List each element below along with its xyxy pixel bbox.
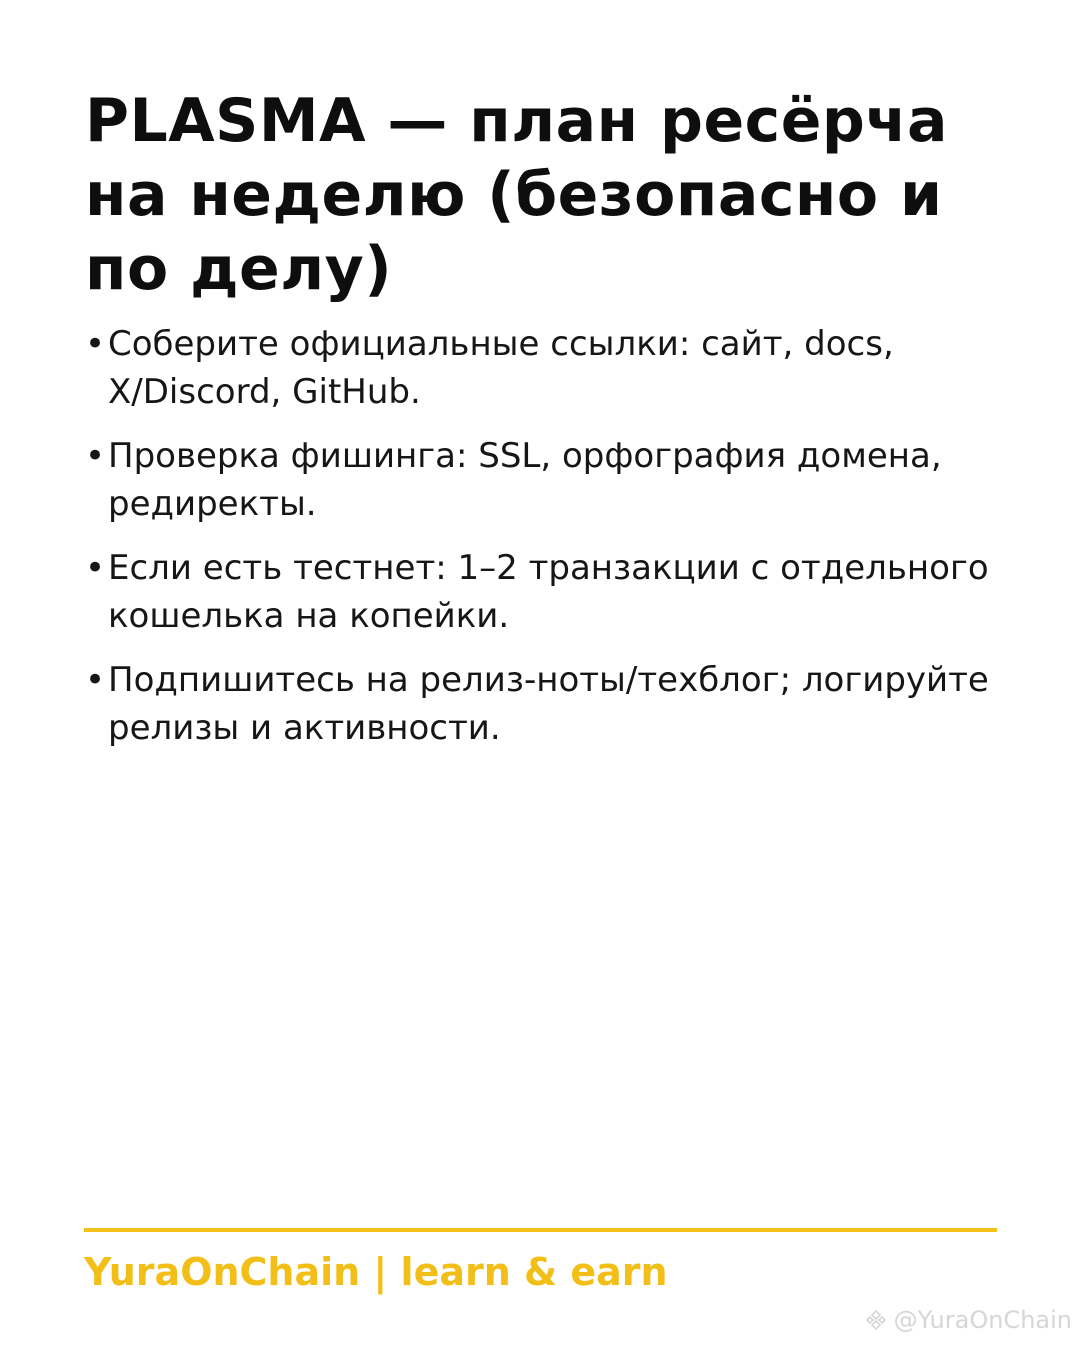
footer-divider (84, 1228, 997, 1232)
slide-content (85, 84, 1015, 768)
footer-brand: YuraOnChain | learn & earn (84, 1250, 668, 1294)
bullet-marker: • (85, 660, 106, 700)
bullet-text: Если есть тестнет: 1–2 транзакции с отдельного кошелька на копейки. (108, 548, 989, 636)
bullet-item (85, 656, 1015, 752)
page-title: PLASMA — план ресёрча на неделю (безопасно и по делу) (85, 86, 949, 304)
bullet-list (85, 320, 1015, 752)
bullet-item (85, 320, 1015, 416)
bullet-marker: • (85, 324, 106, 364)
bullet-marker: • (85, 436, 106, 476)
bullet-text: Подпишитесь на релиз-ноты/техблог; логируйте релизы и активности. (108, 660, 989, 748)
bullet-item (85, 544, 1015, 640)
binance-logo-icon (864, 1308, 888, 1332)
bullet-text: Соберите официальные ссылки: сайт, docs, X/Discord, GitHub. (108, 324, 894, 412)
watermark (864, 1306, 1072, 1334)
bullet-item (85, 432, 1015, 528)
watermark-handle: @YuraOnChain (893, 1306, 1072, 1334)
bullet-text: Проверка фишинга: SSL, орфография домена, редиректы. (108, 436, 942, 524)
bullet-marker: • (85, 548, 106, 588)
